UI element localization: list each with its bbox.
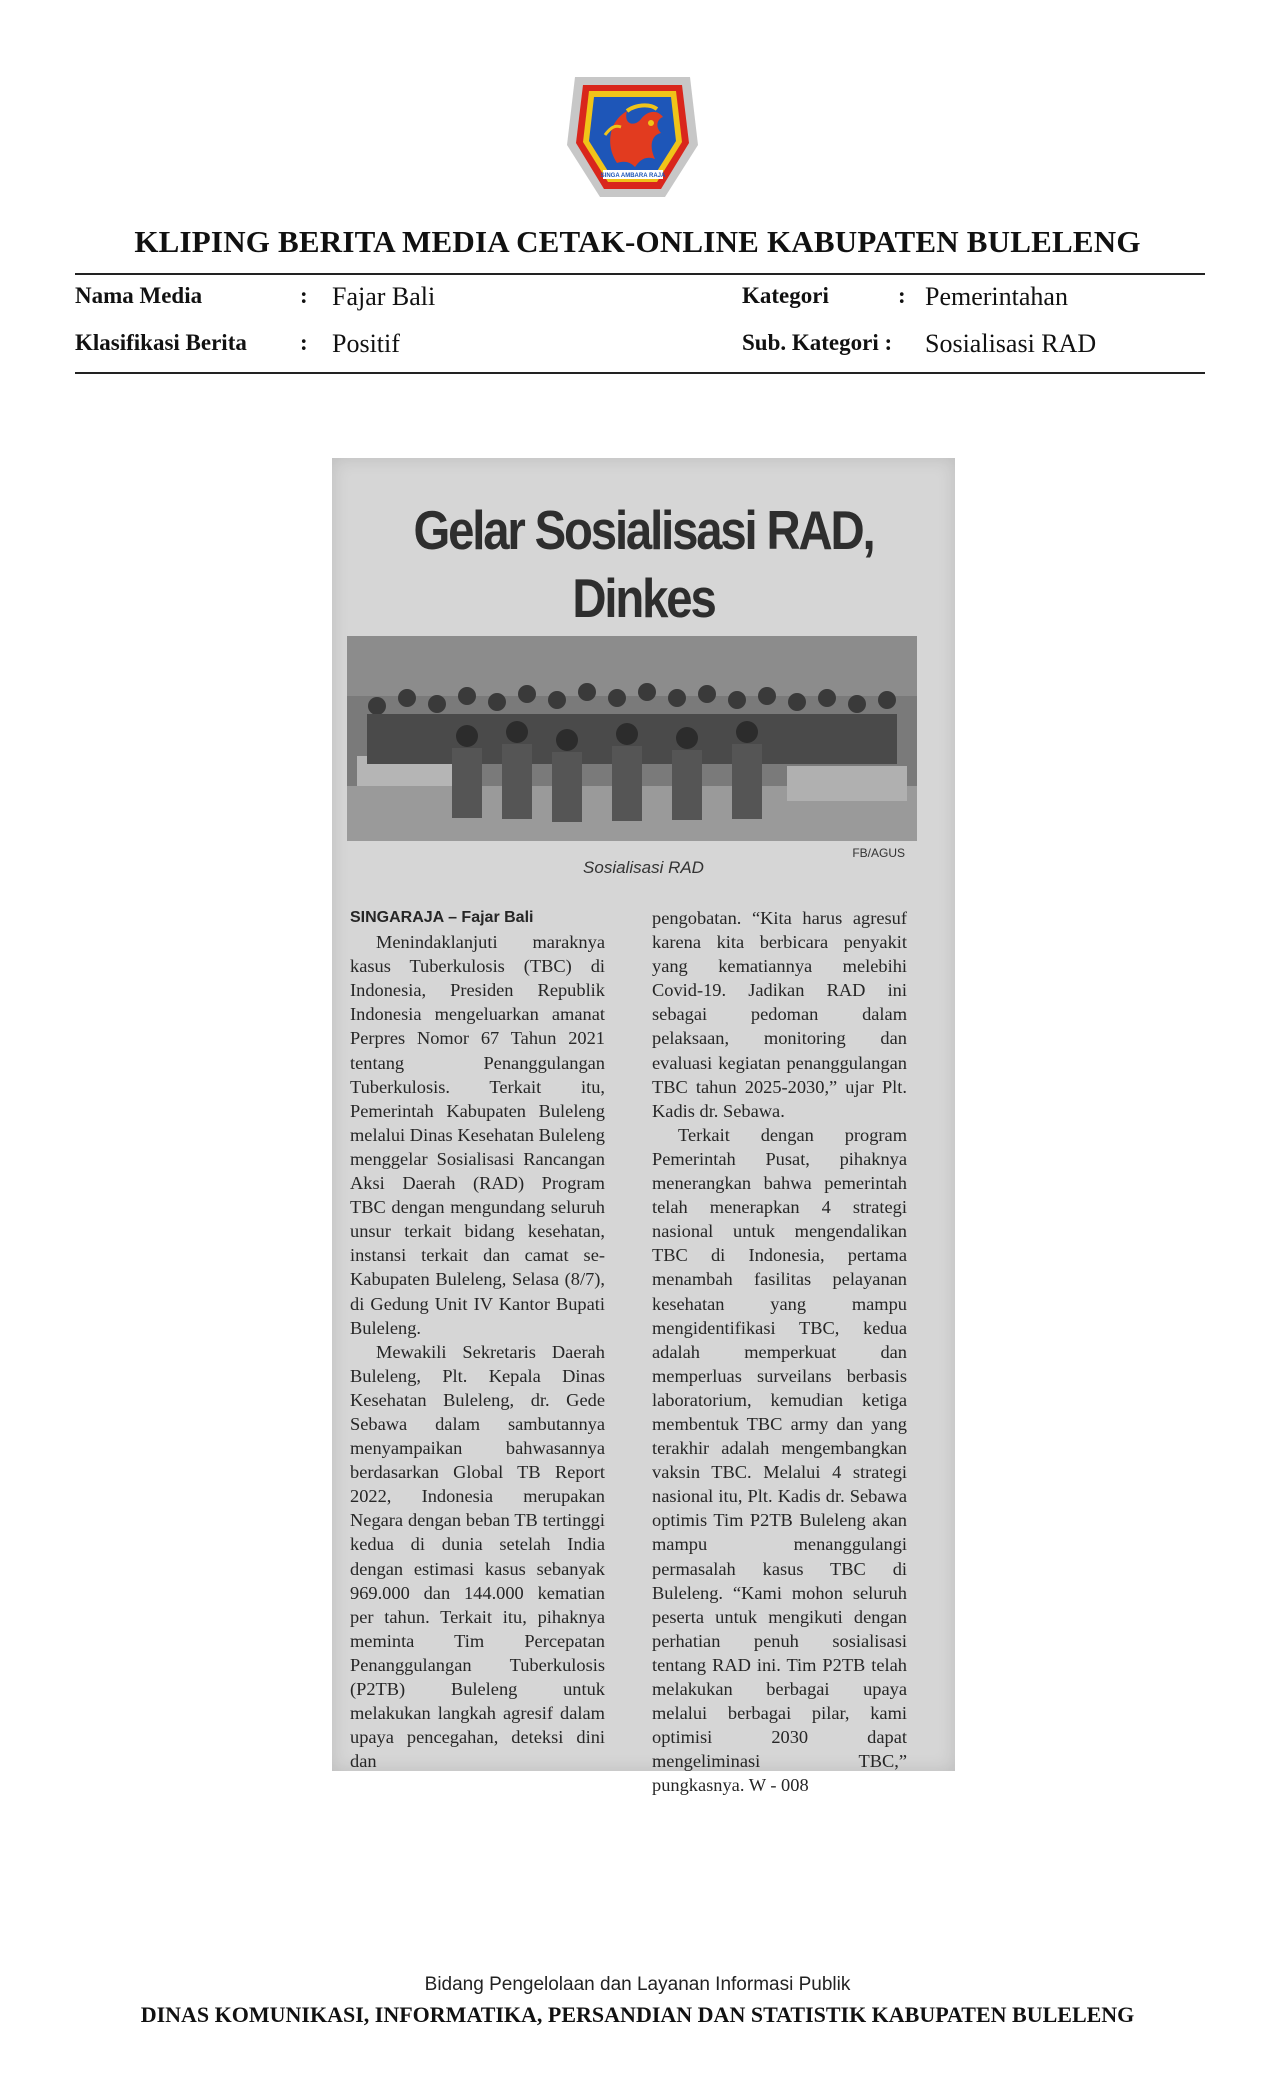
nama-media-colon: : [300, 283, 308, 308]
article-paragraph: Mewakili Sekretaris Daerah Buleleng, Plt. Kepala Dinas Kesehatan Buleleng, dr. Gede Sebawa dalam sambutannya menyampaikan bahwasannya berdasarkan Global TB Report 2022, Indonesia merupakan Negara dengan beban TB tertinggi kedua di dunia setelah India dengan estimasi kasus sebanyak 969.000 dan 144.000 kematian per tahun. Terkait itu, pihaknya meminta Tim Percepatan Penanggulangan Tuberkulosis (P2TB) Buleleng untuk melakukan langkah agresif dalam upaya pencegahan, deteksi dini dan [350, 1341, 605, 1772]
footer-division: Bidang Pengelolaan dan Layanan Informasi Publik [424, 1974, 851, 1995]
headline-line-1: Gelar Sosialisasi RAD, Dinkes [413, 499, 874, 629]
kategori-value: Pemerintahan [925, 282, 1068, 311]
header-bottom-divider [75, 372, 1205, 374]
klasifikasi-label: Klasifikasi Berita [75, 330, 247, 355]
newspaper-clipping [332, 458, 955, 1796]
sub-kategori-label: Sub. Kategori : [742, 330, 893, 355]
nama-media-label: Nama Media [75, 283, 203, 308]
article-paragraph: Terkait dengan program Pemerintah Pusat, pihaknya menerangkan bahwa pemerintah telah menerapkan 4 strategi nasional untuk mengendalikan TBC di Indonesia, pertama menambah fasilitas pelayanan kesehatan yang mampu mengidentifikasi TBC, kedua adalah memperkuat dan memperluas surveilans berbasis laboratorium, kemudian ketiga membentuk TBC army dan yang terakhir adalah mengembangkan vaksin TBC. Melalui 4 strategi nasional itu, Plt. Kadis dr. Sebawa optimis Tim P2TB Buleleng akan mampu menanggulangi permasalah kasus TBC di Buleleng. “Kami mohon seluruh peserta untuk mengikuti dengan perhatian penuh sosialisasi tentang RAD ini. Tim P2TB telah melakukan berbagai upaya melalui berbagai pilar, kami optimisi 2030 dapat mengeliminasi TBC,” pungkasnya. W - 008 [652, 1124, 907, 1796]
klasifikasi-colon: : [300, 330, 308, 355]
article-photo [347, 636, 917, 841]
photo-caption: Sosialisasi RAD [583, 858, 704, 877]
sub-kategori-value: Sosialisasi RAD [925, 329, 1097, 358]
page-title: KLIPING BERITA MEDIA CETAK-ONLINE KABUPATEN BULELENG [134, 224, 1141, 259]
kategori-label: Kategori [742, 283, 829, 308]
article-column-left [350, 906, 605, 1773]
logo-text: SINGA AMBARA RAJA [600, 173, 666, 179]
kategori-colon: : [898, 283, 906, 308]
article-paragraph: Menindaklanjuti maraknya kasus Tuberkulosis (TBC) di Indonesia, Presiden Republik Indonesia mengeluarkan amanat Perpres Nomor 67 Tahun 2021 tentang Penanggulangan Tuberkulosis. Terkait itu, Pemerintah Kabupaten Buleleng melalui Dinas Kesehatan Buleleng menggelar Sosialisasi Rancangan Aksi Daerah (RAD) Program TBC dengan mengundang seluruh unsur terkait bidang kesehatan, instansi terkait dan camat se-Kabupaten Buleleng, Selasa (8/7), di Gedung Unit IV Kantor Bupati Buleleng. [350, 932, 605, 1338]
klasifikasi-value: Positif [332, 329, 400, 358]
photo-credit: FB/AGUS [852, 846, 905, 860]
header-top-divider [75, 273, 1205, 275]
nama-media-value: Fajar Bali [332, 282, 436, 311]
singa-ambara-raja-logo [565, 75, 700, 200]
article-paragraph: pengobatan. “Kita harus agresuf karena kita berbicara penyakit yang kematiannya melebihi Covid-19. Jadikan RAD ini sebagai pedoman dalam pelaksaan, monitoring dan evaluasi kegiatan penanggulangan TBC tahun 2025-2030,” ujar Plt. Kadis dr. Sebawa. [652, 908, 907, 1121]
article-column-right [652, 906, 907, 1797]
article-dateline: SINGARAJA – Fajar Bali [350, 909, 534, 926]
footer-agency: DINAS KOMUNIKASI, INFORMATIKA, PERSANDIAN DAN STATISTIK KABUPATEN BULELENG [140, 2002, 1135, 2027]
